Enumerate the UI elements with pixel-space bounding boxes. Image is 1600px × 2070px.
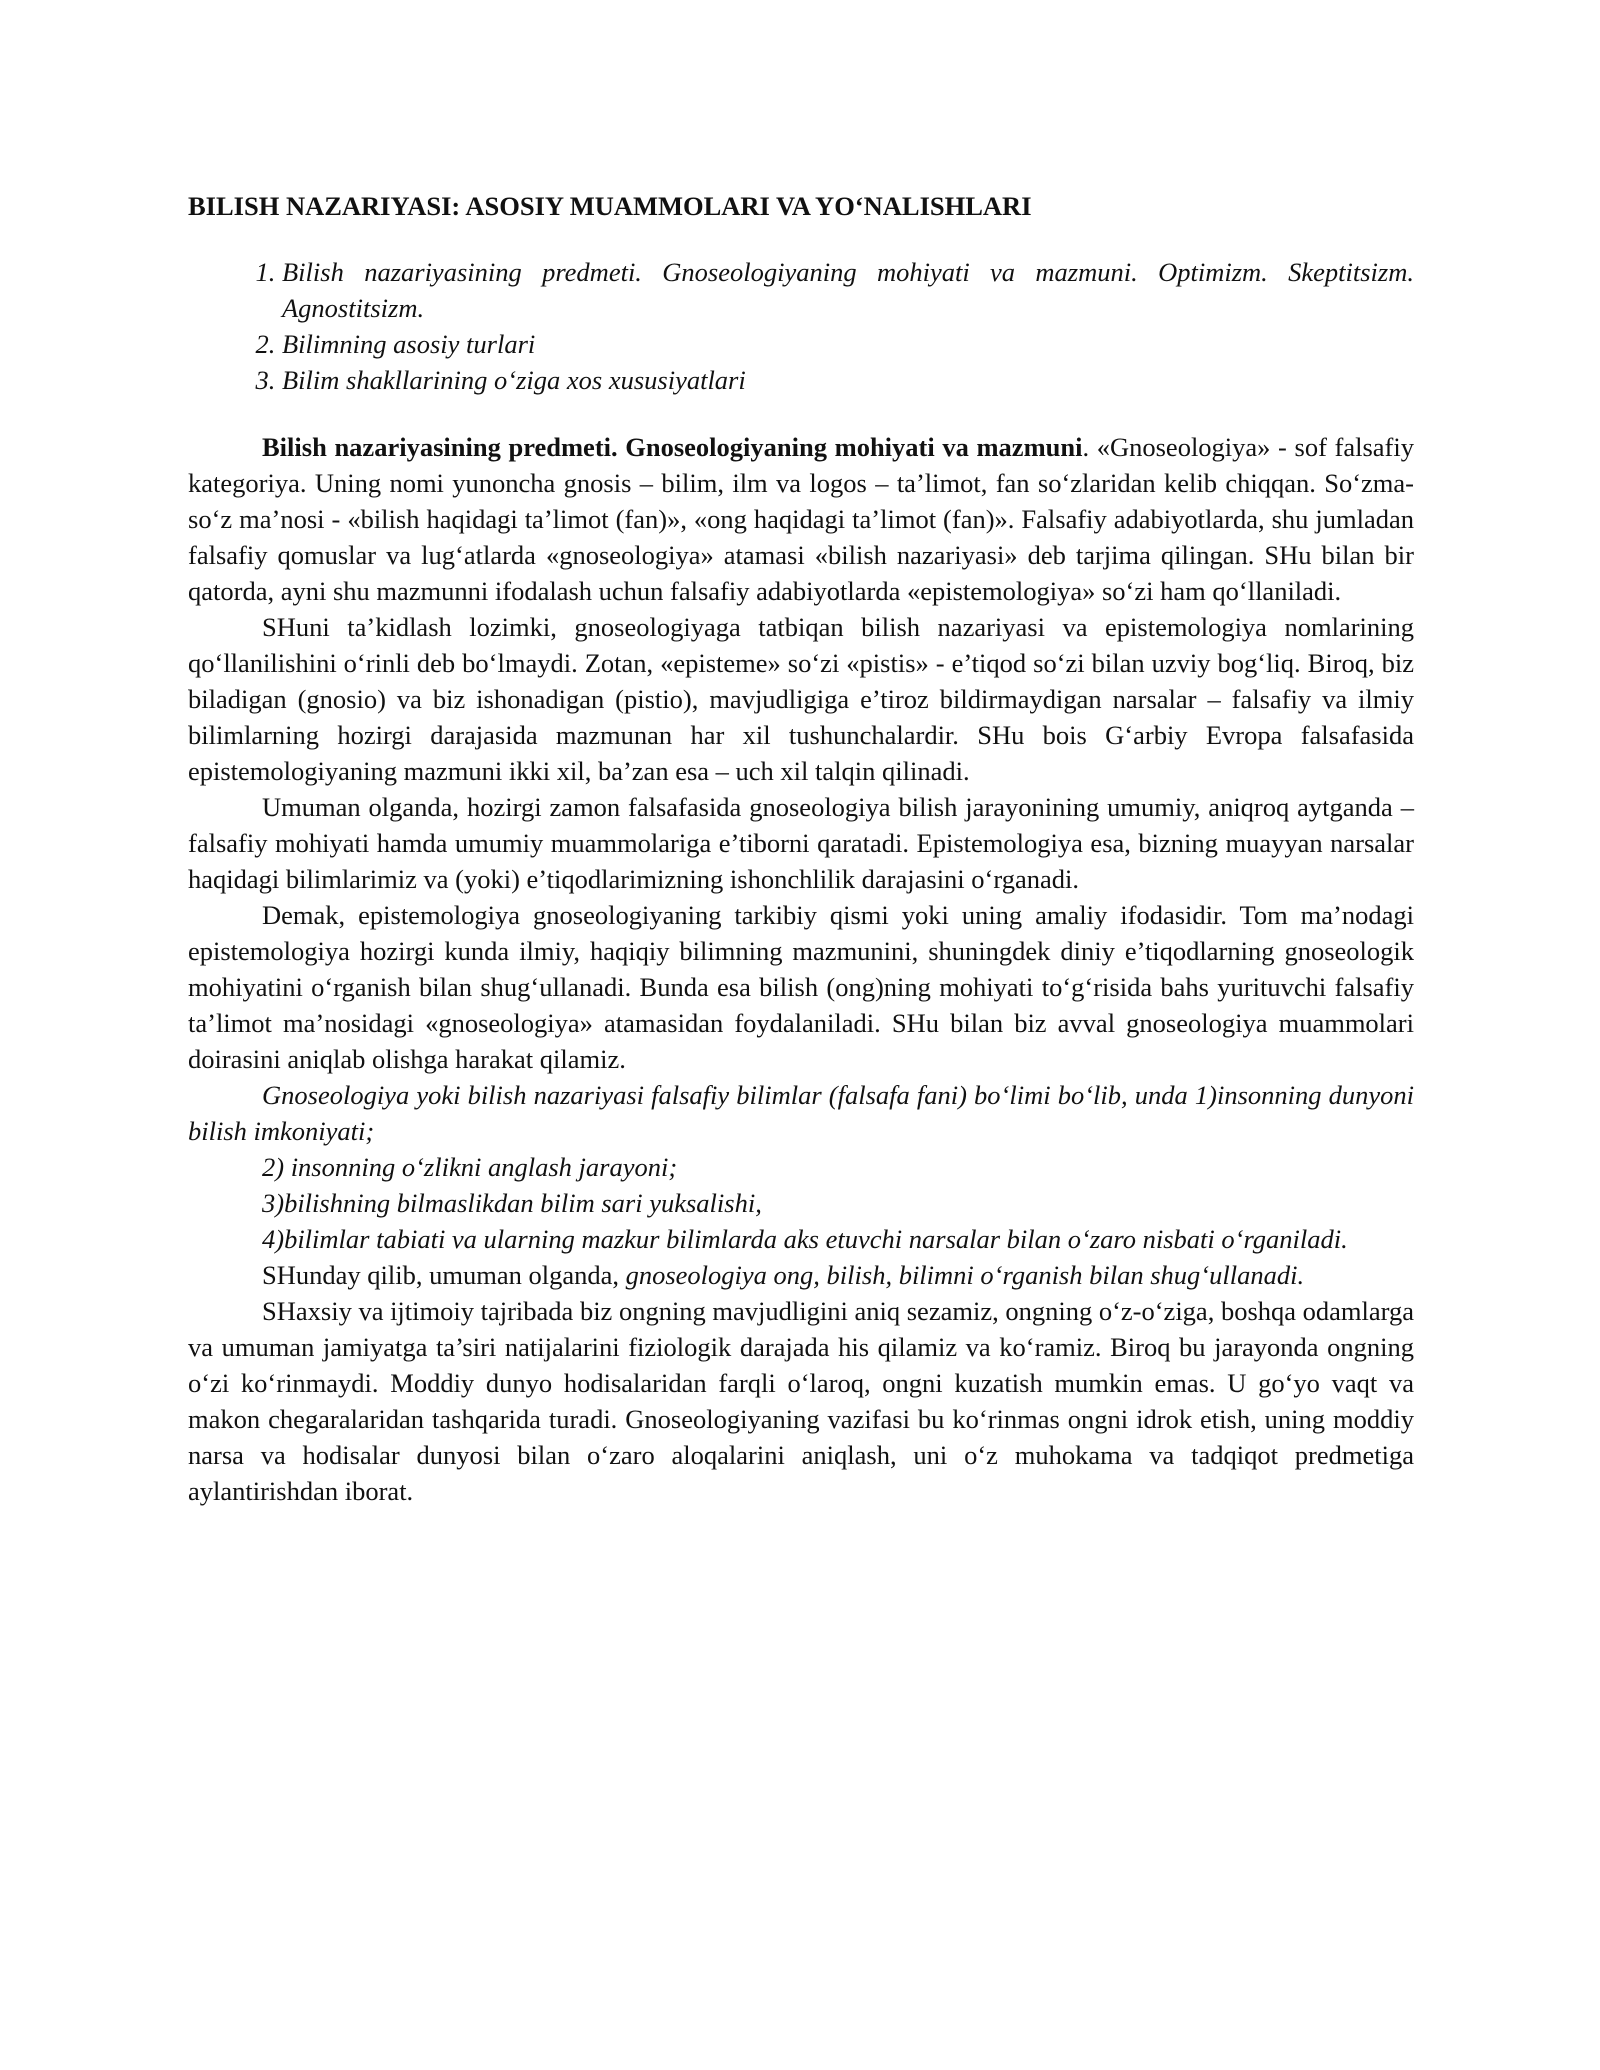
section-heading: Bilish nazariyasining predmeti. Gnoseologiyaning mohiyati va mazmuni	[262, 432, 1083, 462]
paragraph: Umuman olganda, hozirgi zamon falsafasida gnoseologiya bilish jarayonining umumiy, aniqroq aytganda – falsafiy mohiyati hamda umumiy muammolariga e’tiborni qaratadi. Epistemologiya esa, bizning muayyan narsalar haqidagi bilimlarimiz va (yoki) e’tiqodlarimizning ishonchlilik darajasini o‘rganadi.	[188, 792, 1414, 894]
document-page	[188, 188, 1414, 1509]
paragraph	[188, 1257, 1414, 1293]
paragraph: 3)bilishning bilmaslikdan bilim sari yuksalishi,	[262, 1188, 762, 1218]
outline-item: 3. Bilim shakllarining o‘ziga xos xususiyatlari	[282, 362, 1414, 398]
paragraph-emphasis: gnoseologiya ong, bilish, bilimni o‘rganish bilan shug‘ullanadi.	[625, 1260, 1305, 1290]
paragraph: 2) insonning o‘zlikni anglash jarayoni;	[262, 1152, 678, 1182]
paragraph: 4)bilimlar tabiati va ularning mazkur bilimlarda aks etuvchi narsalar bilan o‘zaro nisbati o‘rganiladi.	[262, 1224, 1348, 1254]
paragraph-text: . «Gnoseologiya» - sof falsafiy kategoriya. Uning nomi yunoncha gnosis – bilim, ilm va logos – ta’limot, fan so‘zlaridan kelib chiqqan. So‘zma-so‘z ma’nosi - «bilish haqidagi ta’limot (fan)», «ong haqidagi ta’limot (fan)». Falsafiy adabiyotlarda, shu jumladan falsafiy qomuslar va lug‘atlarda «gnoseologiya» atamasi «bilish nazariyasi» deb tarjima qilingan. SHu bilan bir qatorda, ayni shu mazmunni ifodalash uchun falsafiy adabiyotlarda «epistemologiya» so‘zi ham qo‘llaniladi.	[188, 432, 1414, 606]
paragraph: SHuni ta’kidlash lozimki, gnoseologiyaga tatbiqan bilish nazariyasi va epistemologiya nomlarining qo‘llanilishini o‘rinli deb bo‘lmaydi. Zotan, «episteme» so‘zi «pistis» - e’tiqod so‘zi bilan uzviy bog‘liq. Biroq, biz biladigan (gnosio) va biz ishonadigan (pistio), mavjudligiga e’tiroz bildirmaydigan narsalar – falsafiy va ilmiy bilimlarning hozirgi darajasida mazmunan har xil tushunchalardir. SHu bois G‘arbiy Evropa falsafasida epistemologiyaning mazmuni ikki xil, ba’zan esa – uch xil talqin qilinadi.	[188, 612, 1414, 786]
outline-item: 1. Bilish nazariyasining predmeti. Gnoseologiyaning mohiyati va mazmuni. Optimizm. Skeptitsizm. Agnostitsizm.	[282, 254, 1414, 326]
paragraph-text: SHunday qilib, umuman olganda,	[262, 1260, 626, 1290]
paragraph: Demak, epistemologiya gnoseologiyaning tarkibiy qismi yoki uning amaliy ifodasidir. Tom ma’nodagi epistemologiya hozirgi kunda ilmiy, haqiqiy bilimning mazmunini, shuningdek diniy e’tiqodlarning gnoseologik mohiyatini o‘rganish bilan shug‘ullanadi. Bunda esa bilish (ong)ning mohiyati to‘g‘risida bahs yurituvchi falsafiy ta’limot ma’nosidagi «gnoseologiya» atamasidan foydalaniladi. SHu bilan biz avval gnoseologiya muammolari doirasini aniqlab olishga harakat qilamiz.	[188, 900, 1414, 1074]
paragraph: Gnoseologiya yoki bilish nazariyasi falsafiy bilimlar (falsafa fani) bo‘limi bo‘lib, unda 1)insonning dunyoni bilish imkoniyati;	[188, 1080, 1414, 1146]
paragraph	[188, 429, 1414, 609]
document-title: BILISH NAZARIYASI: ASOSIY MUAMMOLARI VA YO‘NALISHLARI	[188, 191, 1032, 221]
outline-item: 2. Bilimning asosiy turlari	[282, 326, 1414, 362]
paragraph: SHaxsiy va ijtimoiy tajribada biz ongning mavjudligini aniq sezamiz, ongning o‘z-o‘ziga, boshqa odamlarga va umuman jamiyatga ta’siri natijalarini fiziologik darajada his qilamiz va ko‘ramiz. Biroq bu jarayonda ongning o‘zi ko‘rinmaydi. Moddiy dunyo hodisalaridan farqli o‘laroq, ongni kuzatish mumkin emas. U go‘yo vaqt va makon chegaralaridan tashqarida turadi. Gnoseologiyaning vazifasi bu ko‘rinmas ongni idrok etish, uning moddiy narsa va hodisalar dunyosi bilan o‘zaro aloqalarini aniqlash, uni o‘z muhokama va tadqiqot predmetiga aylantirishdan iborat.	[188, 1296, 1414, 1506]
outline-list	[188, 254, 1414, 398]
